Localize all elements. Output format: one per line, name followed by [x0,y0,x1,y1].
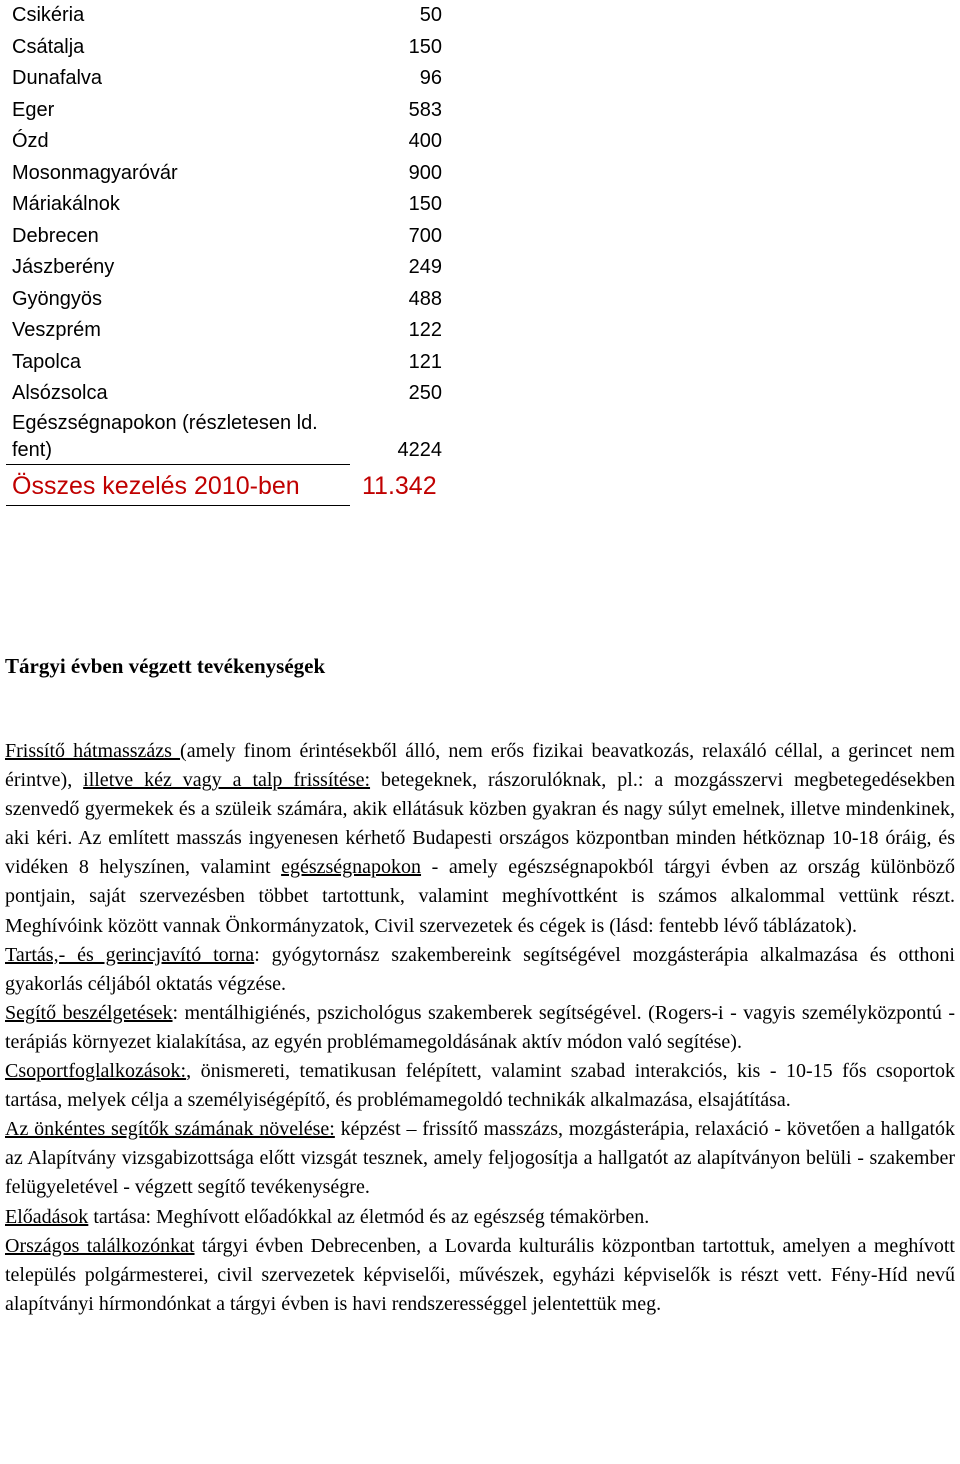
paragraph-meeting: Országos találkozónkat tárgyi évben Debrecenben, a Lovarda kulturális központban tartottuk, amelyen a meghívott település polgármesterei, civil szervezetek képviselői, művészek, egyházi képviselők is részt vett. Fény-Híd nevű alapítványi hírmondónkat a tárgyi évben is havi rendszerességgel jelentettük meg. [5,1234,955,1315]
link-text: Az önkéntes segítők számának növelése: [5,1118,335,1141]
paragraph-counseling: Segítő beszélgetések: mentálhigiénés, pszichológus szakemberek segítségével. (Rogers-i - vagyis személyközpontú - terápiás környezet kialakítása, az egyén problémamegoldásának aktív módon való segítése). [5,1001,955,1053]
row-value: 900 [408,161,442,184]
link-text: illetve kéz vagy a talp frissítése: [83,769,371,792]
table-row [0,95,460,127]
table-row-health-days [0,410,460,466]
row-name: Veszprém [12,319,101,341]
row-name: Mosonmagyaróvár [12,161,178,184]
table-row [0,252,460,284]
link-text: Tartás,- és gerincjavító torna [5,943,255,966]
paragraph-gymnastics: Tartás,- és gerincjavító torna: gyógytornász szakembereink segítségével mozgásterápia alkalmazása és otthoni gyakorlás céljából oktatás végzése. [5,943,955,995]
link-text: Segítő beszélgetések [5,1001,173,1024]
link-text: Országos találkozónkat [5,1234,195,1257]
row-name: Csátalja [12,35,85,58]
row-name: Ózd [12,130,49,152]
row-value: 700 [408,224,442,247]
paragraph-volunteers: Az önkéntes segítők számának növelése: képzést – frissítő masszázs, mozgásterápia, relaxáció - követően a hallgatók az Alapítvány vizsgabizottsága előtt vizsgát tesznek, amely feljogosítja a hallgatót az alapítványon belüli - szakember felügyeletével - végzett segítő tevékenységre. [5,1118,956,1199]
row-value: 150 [408,193,442,215]
row-value: 121 [408,350,442,373]
paragraph-groups: Csoportfoglalkozások:, önismereti, tematikusan felépített, valamint szabad interakciós, kis - 10-15 fős csoportok tartása, melyek célja a személyiségépítő, és problémamegoldó technikák alkalmazása, elsajátítása. [5,1060,955,1112]
row-value: 488 [408,287,442,310]
row-value: 249 [408,256,442,278]
row-value: 250 [408,382,442,404]
table-row [0,0,460,32]
row-name: Jászberény [12,256,115,278]
body-text [5,737,955,1319]
link-text: Frissítő hátmasszázs [5,740,181,762]
row-name: Máriakálnok [12,193,120,215]
table-row [0,189,460,221]
row-value: 583 [408,98,442,121]
table-row [0,378,460,410]
row-value: 50 [419,4,442,26]
table-row [0,158,460,190]
row-name: Gyöngyös [12,287,103,310]
link-text: egészségnapokon [281,856,422,879]
row-name: Debrecen [12,224,99,247]
row-value: 150 [408,35,442,58]
row-name: Alsózsolca [12,382,108,404]
table-row [0,63,460,95]
link-text: Előadások [5,1205,89,1228]
section-heading: Tárgyi évben végzett tevékenységek [5,654,326,678]
total-value: 11.342 [362,472,437,500]
table-row [0,32,460,64]
table-row [0,126,460,158]
divider [6,464,350,465]
row-value: 96 [419,67,442,89]
table-row [0,347,460,379]
row-value: 400 [408,130,442,152]
table-row [0,221,460,253]
table-total-row [0,470,460,506]
row-name: Dunafalva [12,67,103,89]
table-row [0,315,460,347]
row-name: Csikéria [12,4,85,26]
link-text: Csoportfoglalkozások: [5,1060,187,1083]
paragraph-massage: Frissítő hátmasszázs (amely finom érintésekből álló, nem erős fizikai beavatkozás, relaxáló céllal, a gerincet nem érintve), illetve kéz vagy a talp frissítése: betegeknek, rászorulóknak, pl.: a mozgásszervi megbetegedésekben szenvedő gyermekek és a szüleik számára, akik ellátásuk közben gyakran és nagy súlyt emelnek, illetve mindenkinek, aki kéri. Az említett masszás ingyenesen kérhető Budapesti országos központban minden hétköznap 10-18 óráig, és vidéken 8 helyszínen, valamint egészségnapokon - amely egészségnapokból tárgyi évben az ország különböző pontjain, saját szervezésben többet tartottunk, valamint meghívottként is számos alkalommal vettünk részt. Meghívóink között vannak Önkormányzatok, Civil szervezetek és cégek is (lásd: fentebb lévő táblázatok). [5,740,955,937]
row-name: Eger [12,98,55,121]
row-name: Tapolca [12,350,81,373]
treatment-table [0,0,460,410]
table-row [0,284,460,316]
paragraph-lectures: Előadások tartása: Meghívott előadókkal az életmód és az egészség témakörben. [5,1205,650,1228]
row-value: 4224 [397,439,442,461]
row-name: Egészségnapokon (részletesen ld. fent) [12,412,318,461]
total-label: Összes kezelés 2010-ben [12,472,300,500]
divider [6,505,350,506]
row-value: 122 [408,319,442,341]
